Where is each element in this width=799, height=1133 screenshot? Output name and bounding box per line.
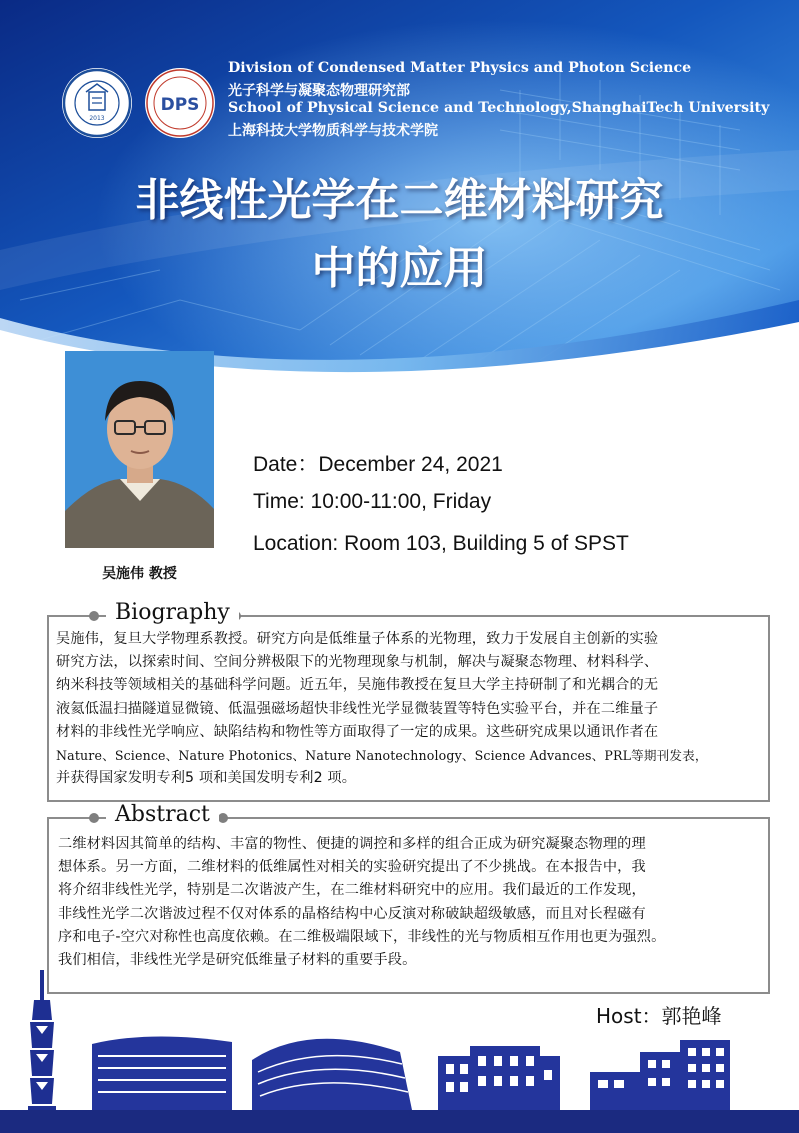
biography-line: 研究方法，以探索时间、空间分辨极限下的光物理现象与机制，解决与凝聚态物理、材料科学、 [56, 654, 659, 671]
tower-illustration [28, 970, 56, 1133]
biography-line: 纳米科技等领域相关的基础科学问题。近五年，吴施伟教授在复旦大学主持研制了和光耦合的无 [56, 677, 659, 694]
campus-skyline [0, 960, 799, 1133]
event-location: Location: Room 103, Building 5 of SPST [253, 532, 629, 555]
biography-line: Nature、Science、Nature Photonics、Nature Nanotechnology、Science Advances、PRL等期刊发表， [56, 748, 708, 764]
abstract-line: 非线性光学二次谐波过程不仅对体系的晶格结构中心反演对称破缺超级敏感，而且对长程磁有 [58, 905, 646, 922]
biography-line: 液氦低温扫描隧道显微镜、低温强磁场超快非线性光学显微装置等特色实验平台，并在二维量子 [56, 700, 659, 717]
shanghaitech-logo [62, 68, 132, 138]
biography-line: 材料的非线性光学响应、缺陷结构和物性等方面取得了一定的成果。这些研究成果以通讯作者在 [56, 723, 659, 740]
speaker-photo [65, 351, 214, 548]
department-en: Division of Condensed Matter Physics and Photon Science [228, 60, 692, 76]
abstract-line: 想体系。另一方面，二维材料的低维属性对相关的实验研究提出了不少挑战。在本报告中，我 [58, 859, 646, 876]
abstract-line: 序和电子-空穴对称性也高度依赖。在二维极端限域下，非线性的光与物质相互作用也更为强烈。 [58, 928, 666, 945]
abstract-heading: Abstract [106, 802, 219, 827]
event-date: Date：December 24, 2021 [253, 453, 503, 476]
logo-year: 2013 [89, 115, 105, 122]
dps-logo [145, 68, 215, 138]
building-1 [92, 1036, 232, 1110]
event-time: Time: 10:00-11:00, Friday [253, 490, 492, 513]
abstract-line: 我们相信，非线性光学是研究低维量子材料的重要手段。 [58, 952, 417, 969]
biography-heading: Biography [106, 600, 239, 625]
abstract-right-dot [218, 813, 228, 823]
host-line: Host：郭艳峰 [596, 1004, 722, 1028]
talk-title-line1: 非线性光学在二维材料研究 [135, 175, 664, 226]
abstract-line: 将介绍非线性光学，特别是二次谐波产生，在二维材料研究中的应用。我们最近的工作发现， [58, 882, 646, 899]
school-en: School of Physical Science and Technology,ShanghaiTech University [228, 100, 770, 116]
abstract-line: 二维材料因其简单的结构、丰富的物性、便捷的调控和多样的组合正成为研究凝聚态物理的理 [58, 836, 646, 852]
dps-letters: DPS [160, 95, 200, 115]
abstract-text [58, 833, 665, 972]
talk-title-line2: 中的应用 [311, 243, 488, 294]
biography-line: 吴施伟，复旦大学物理系教授。研究方向是低维量子体系的光物理，致力于发展自主创新的实验 [56, 631, 659, 647]
biography-left-dot [89, 611, 99, 621]
school-cn: 上海科技大学物质科学与技术学院 [228, 123, 438, 139]
biography-line: 并获得国家发明专利5 项和美国发明专利2 项。 [56, 770, 357, 787]
abstract-left-dot [89, 813, 99, 823]
speaker-name: 吴施伟 教授 [102, 566, 177, 582]
department-cn: 光子科学与凝聚态物理研究部 [228, 83, 410, 99]
biography-text [56, 628, 708, 790]
